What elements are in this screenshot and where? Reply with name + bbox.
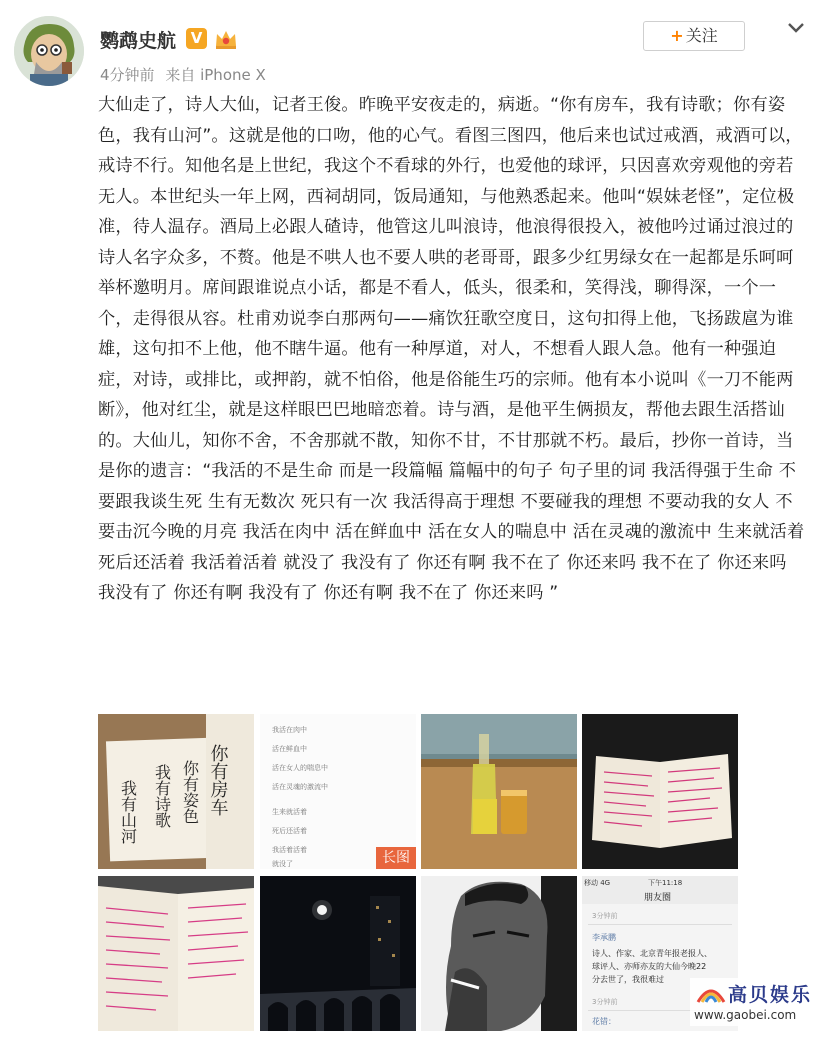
verified-badge-icon: V (186, 28, 207, 49)
moments-body-1: 诗人、作家、北京青年报老报人、 (592, 949, 712, 958)
poem-line-5: 生来就活着 (272, 808, 307, 816)
long-image-tag: 长图 (376, 847, 416, 869)
moments-time-1: 3分钟前 (592, 912, 618, 920)
plus-icon: + (670, 26, 684, 45)
image-2-long-poem[interactable] (260, 714, 416, 869)
post-text: 大仙走了，诗人大仙，记者王俊。昨晚平安夜走的，病逝。“你有房车，我有诗歌；你有姿色，我有山河”。这就是他的口吻，他的心气。看图三图四，他后来也试过戒酒，戒酒可以，戒诗不行。知他名是上世纪，我这个不看球的外行，也爱他的球评，只因喜欢旁观他的旁若无人。本世纪头一年上网，西祠胡同，饭局通知，与他熟悉起来。他叫“娱妹老怪”，定位极准，待人温存。酒局上必跟人碴诗，他管这儿叫浪诗，他浪得很投入，被他吟过诵过浪过的诗人名字众多，不赘。他是不哄人也不要人哄的老哥哥，跟多少红男绿女在一起都是乐呵呵举杯邀明月。席间跟谁说点小话，都是不看人，低头，很柔和，笑得浅，聊得深，一个一个，走得很从容。杜甫劝说李白那两句——痛饮狂歌空度日，这句扣得上他，飞扬跋扈为谁雄，这句扣不上他，他不瞎牛逼。他有一种厚道，对人，不想看人跟人急。他有一种强迫症，对诗，或排比，或押韵，就不怕俗，他是俗能生巧的宗师。他有本小说叫《一刀不能两断》，他对红尘，就是这样眼巴巴地暗恋着。诗与酒，是他平生俩损友，帮他去跟生活搭讪的。大仙儿，知你不舍，不舍那就不散，知你不甘，不甘那就不朽。最后，抄你一首诗，当是你的遗言：“我活的不是生命 而是一段篇幅 篇幅中的句子 句子里的词 我活得强于生命 不要跟我谈生死 生有无数次 死只有一次 我活得高于理想 不要碰我的理想 不要动我的女人 不要击沉今晚的月亮 我活在肉中 活在鲜血中 活在女人的喘息中 活在灵魂的激流中 生来就活着 死后还活着 我活着活着 就没了 我没有了 你还有啊 我不在了 你还来吗 我不在了 你还来吗 我没有了 你还有啊 我没有了 你还有啊 我不在了 你还来吗 ” (98, 95, 805, 603)
image-1-calligraphy[interactable] (98, 714, 254, 869)
phone-clock: 下午11:18 (648, 879, 683, 887)
poem-line-1: 我活在肉中 (272, 726, 307, 734)
calligraphy-col-3: 我有诗歌 (152, 764, 172, 828)
image-6-night-moon[interactable] (260, 876, 416, 1031)
calligraphy-col-2: 你有姿色 (180, 760, 200, 824)
moments-time-2: 3分钟前 (592, 998, 618, 1006)
calligraphy-col-1: 你有房车 (207, 744, 229, 816)
vip-crown-icon (214, 28, 238, 50)
rainbow-logo-icon (696, 982, 726, 1006)
follow-label: 关注 (685, 26, 718, 45)
watermark-url: www.gaobei.com (694, 1008, 797, 1022)
moments-comment: 花错： (592, 1017, 616, 1026)
poem-line-3: 活在女人的喘息中 (272, 764, 328, 772)
follow-button[interactable] (643, 21, 745, 51)
poem-line-6: 死后还活着 (272, 827, 307, 835)
poem-line-8: 就没了 (272, 860, 293, 868)
watermark (690, 978, 814, 1026)
image-4-notebook[interactable] (582, 714, 738, 869)
watermark-title: 高贝娱乐 (728, 984, 813, 1006)
image-3-bottle-and-cup[interactable] (421, 714, 577, 869)
poem-line-4: 活在灵魂的激流中 (272, 783, 328, 791)
avatar[interactable] (14, 16, 84, 86)
image-7-portrait[interactable] (421, 876, 577, 1031)
moments-body-2: 球评人、亦师亦友的大仙今晚22 (592, 962, 707, 971)
post-time[interactable]: 4分钟前 (100, 66, 155, 84)
image-grid (98, 714, 740, 1032)
calligraphy-col-4: 我有山河 (118, 780, 138, 844)
phone-carrier: 移动 4G (584, 879, 611, 887)
image-5-notebook-closeup[interactable] (98, 876, 254, 1031)
post-meta (100, 64, 272, 85)
moments-body-3: 分去世了，我很难过 (592, 975, 664, 984)
moments-title: 朋友圈 (644, 893, 672, 903)
username[interactable]: 鹦鹉史航 (100, 30, 177, 52)
poem-line-7: 我活着活着 (272, 846, 307, 854)
moments-poster: 李承鹏 (592, 933, 616, 942)
chevron-down-icon[interactable] (786, 20, 806, 34)
poem-line-2: 活在鲜血中 (272, 745, 307, 753)
post-source: 来自 iPhone X (165, 66, 266, 84)
